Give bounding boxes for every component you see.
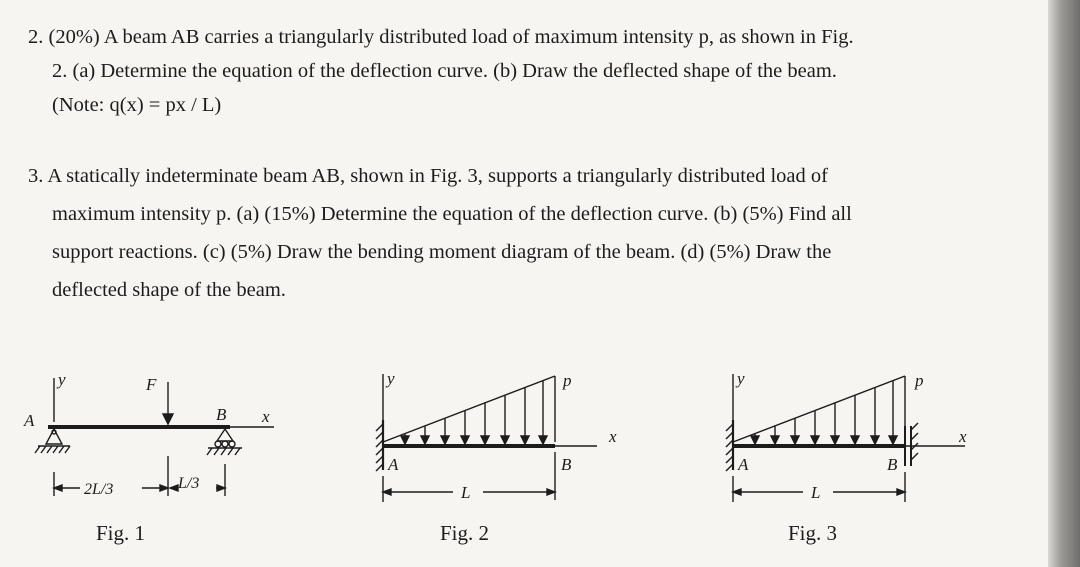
problem-2-line-1: 2. (20%) A beam AB carries a triangularly distributed load of maximum intensity p, as shown in Fig. <box>28 26 854 48</box>
page-edge-shadow <box>1048 0 1080 567</box>
fig1-caption: Fig. 1 <box>96 521 146 545</box>
fig2-label-B: B <box>561 455 572 474</box>
figure-3 <box>715 360 985 520</box>
fig2-load-arrows <box>401 381 547 444</box>
fig3-label-x: x <box>959 427 967 446</box>
problem-3 <box>28 157 948 309</box>
fig1-label-B: B <box>216 405 227 424</box>
problem-3-line-3: support reactions. (c) (5%) Draw the bending moment diagram of the beam. (d) (5%) Draw the <box>52 241 832 263</box>
problem-3-line-1: 3. A statically indeterminate beam AB, shown in Fig. 3, supports a triangularly distributed load of <box>28 165 828 187</box>
fig3-guided-support-B <box>905 423 918 466</box>
fig3-label-p: p <box>915 371 924 390</box>
fig2-load-line <box>383 376 555 442</box>
fig2-label-p: p <box>563 371 572 390</box>
fig1-label-F: F <box>146 375 157 394</box>
fig3-label-A: A <box>738 455 749 474</box>
fig3-label-y: y <box>737 369 745 388</box>
fig2-dim-L: L <box>461 483 471 502</box>
fig3-load-line <box>733 376 905 442</box>
fig2-label-y: y <box>387 369 395 388</box>
problem-3-line-2: maximum intensity p. (a) (15%) Determine the equation of the deflection curve. (b) (5%) Find all <box>52 203 852 225</box>
fig2-label-x: x <box>609 427 617 446</box>
fig1-label-x: x <box>262 407 270 426</box>
problem-3-line-4: deflected shape of the beam. <box>52 279 286 301</box>
problem-2 <box>28 20 948 122</box>
fig1-label-y: y <box>58 370 66 389</box>
fig1-dimension <box>54 456 225 496</box>
figure-1 <box>18 360 298 520</box>
fig1-dim-left: 2L/3 <box>84 481 114 498</box>
problem-2-line-2: 2. (a) Determine the equation of the deflection curve. (b) Draw the deflected shape of the beam. <box>52 60 837 82</box>
fig3-load-arrows <box>751 381 897 444</box>
fig2-fixed-wall-A <box>376 420 383 471</box>
fig1-pin-support-A <box>35 429 70 453</box>
fig1-roller-support-B <box>207 429 242 455</box>
fig3-caption: Fig. 3 <box>788 521 838 545</box>
fig1-dim-right: L/3 <box>178 475 200 492</box>
fig3-fixed-wall-A <box>726 420 733 471</box>
fig2-caption: Fig. 2 <box>440 521 490 545</box>
fig3-label-B: B <box>887 455 898 474</box>
fig3-dim-L: L <box>811 483 821 502</box>
fig1-force-arrowhead <box>163 414 173 424</box>
problem-2-note: (Note: q(x) = px / L) <box>52 94 222 116</box>
fig2-label-A: A <box>388 455 399 474</box>
figure-2 <box>365 360 655 520</box>
fig1-label-A: A <box>24 411 35 430</box>
